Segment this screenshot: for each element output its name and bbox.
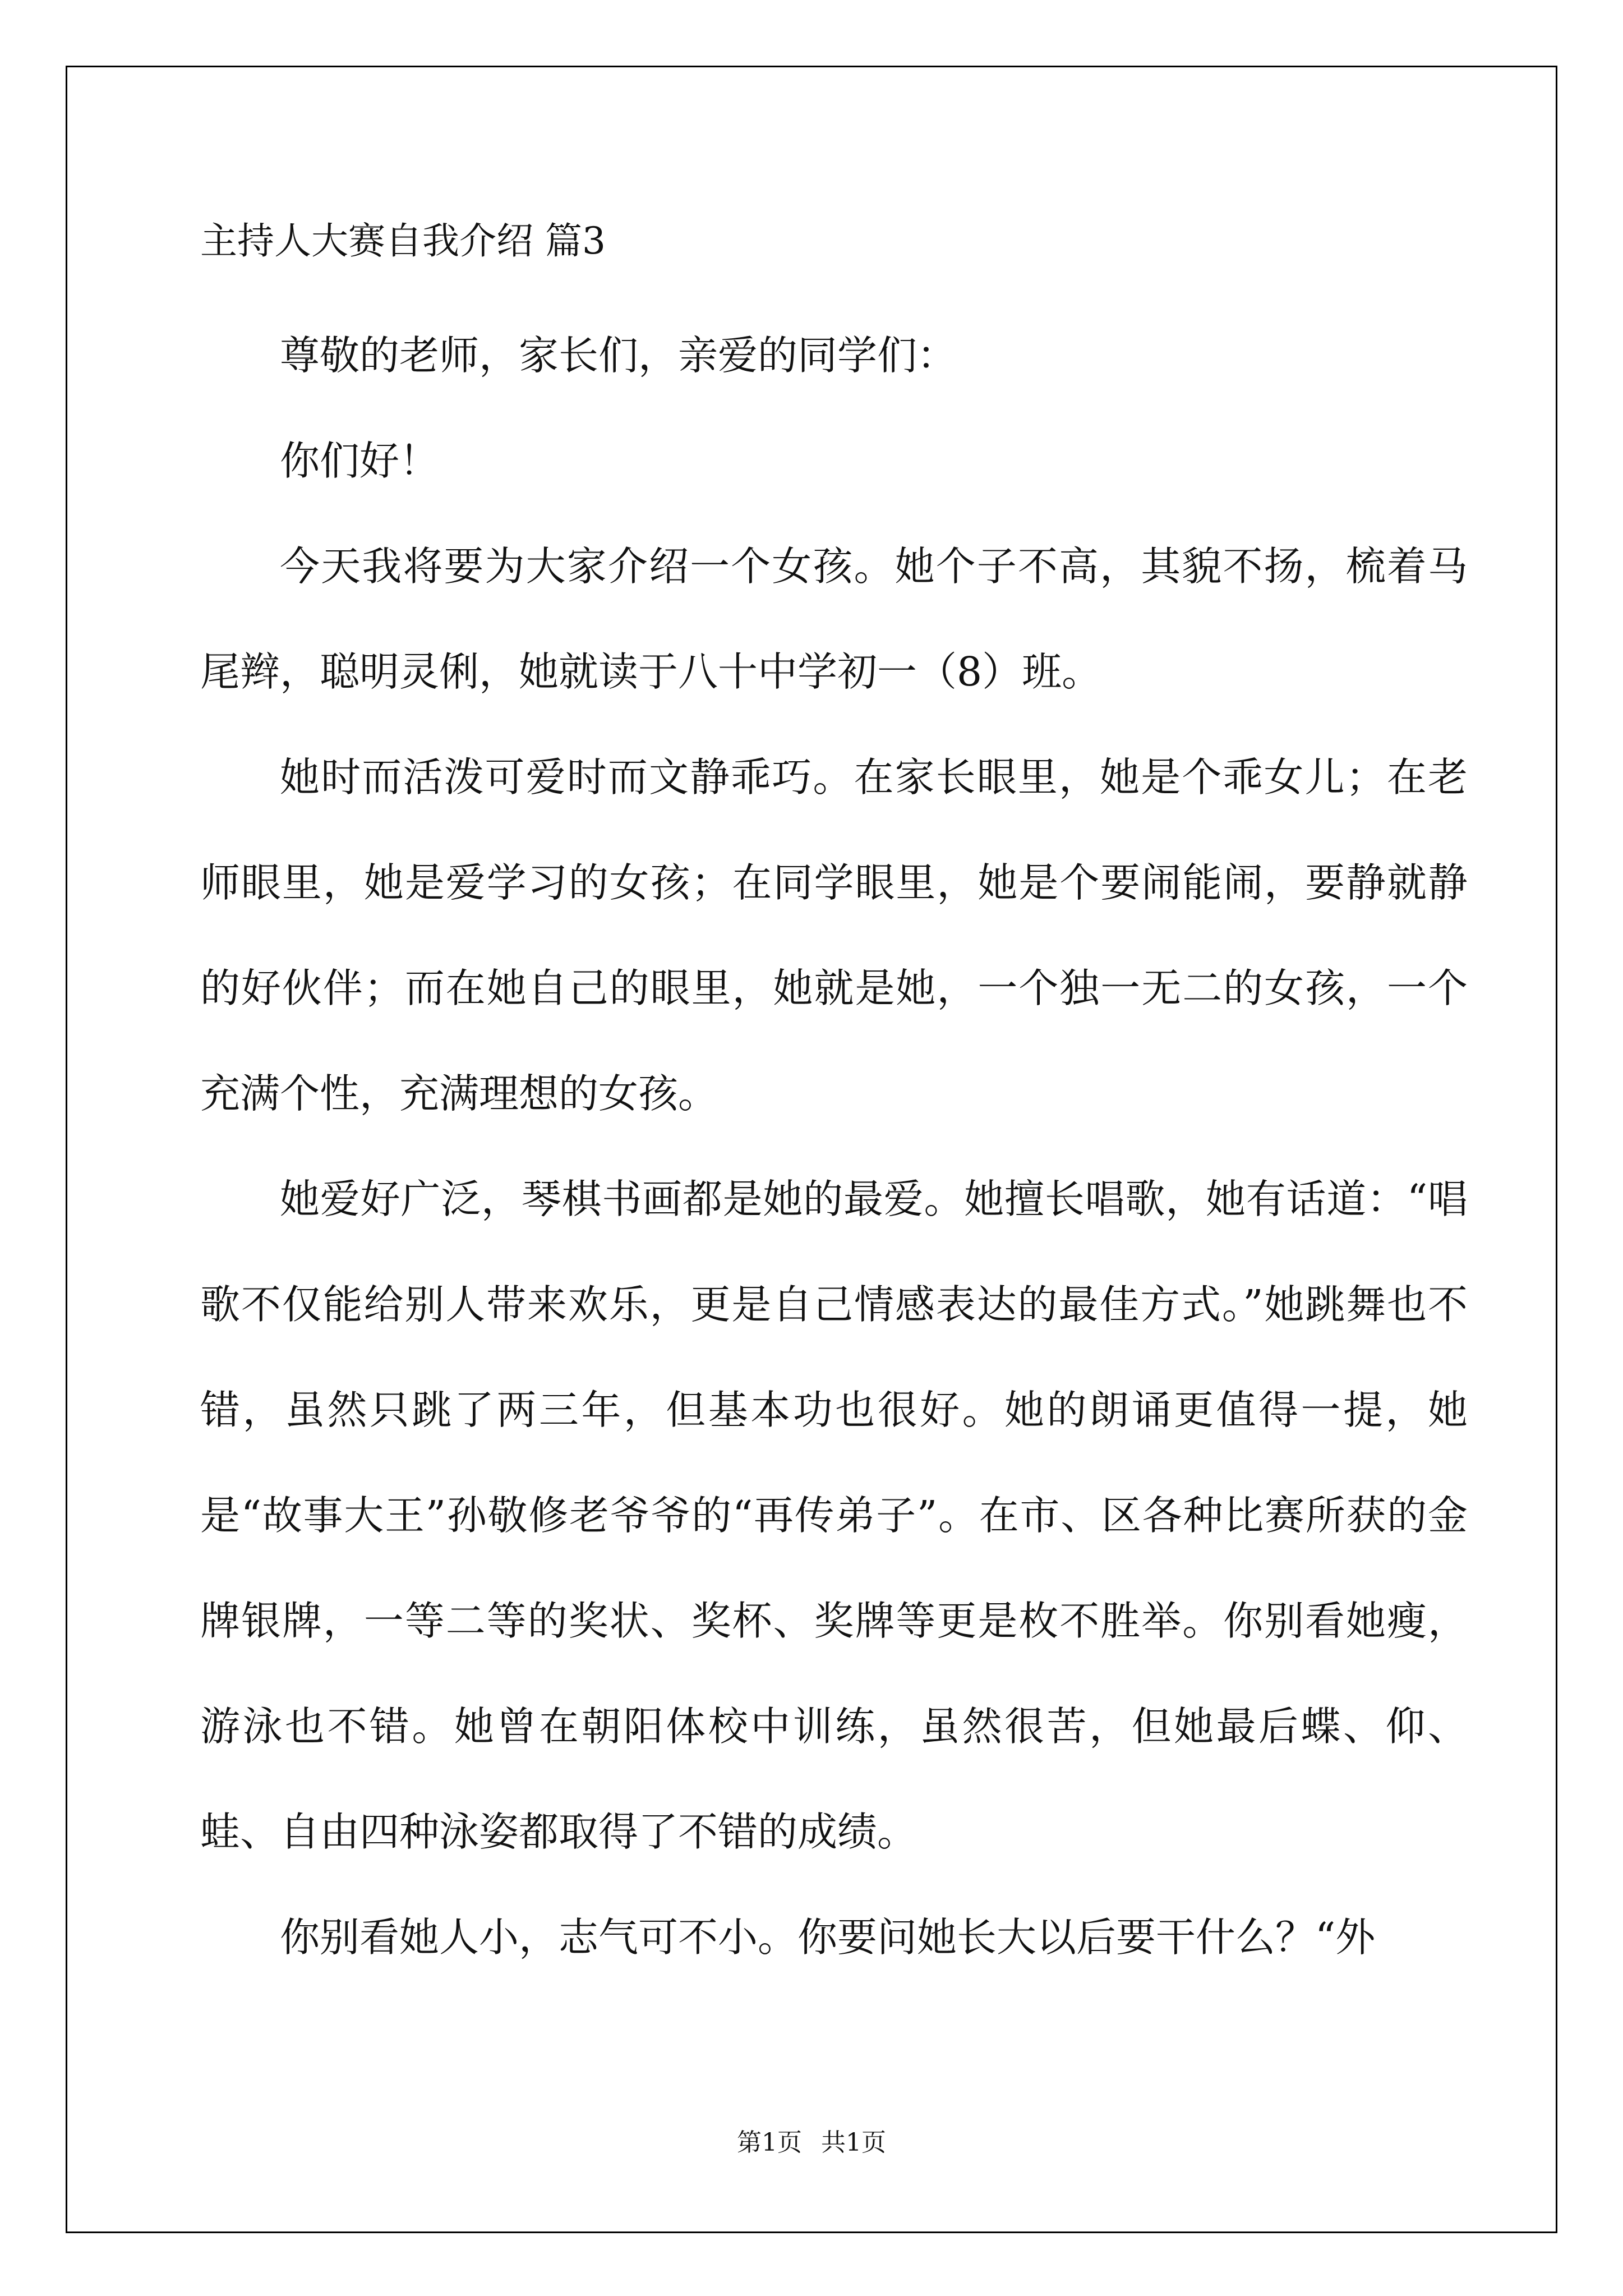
document-body	[200, 219, 1468, 1990]
paragraph-ambition: 你别看她人小，志气可不小。你要问她长大以后要干什么？“外	[280, 1914, 1376, 1961]
page-footer	[0, 2122, 1623, 2158]
paragraph-intro: 今天我将要为大家介绍一个女孩。她个子不高，其貌不扬，梳着马尾辫，聪明灵俐，她就读于八十中学初一（8）班。	[200, 543, 1468, 695]
page-number-total: 共1页	[821, 2128, 886, 2157]
document-heading: 主持人大赛自我介绍 篇3	[200, 219, 606, 263]
page-number-current: 第1页	[737, 2128, 802, 2157]
paragraph-personality: 她时而活泼可爱时而文静乖巧。在家长眼里，她是个乖女儿；在老师眼里，她是爱学习的女孩；在同学眼里，她是个要闹能闹，要静就静的好伙伴；而在她自己的眼里，她就是她，一个独一无二的女孩，一个充满个性，充满理想的女孩。	[200, 754, 1468, 1117]
paragraph-greeting: 尊敬的老师，家长们，亲爱的同学们：	[280, 332, 957, 379]
paragraph-hobbies: 她爱好广泛，琴棋书画都是她的最爱。她擅长唱歌，她有话道：“唱歌不仅能给别人带来欢乐，更是自己情感表达的最佳方式。”她跳舞也不错，虽然只跳了两三年，但基本功也很好。她的朗诵更值得一提，她是“故事大王”孙敬修老爷爷的“再传弟子”。在市、区各种比赛所获的金牌银牌，一等二等的奖状、奖杯、奖牌等更是枚不胜举。你别看她瘦，游泳也不错。她曾在朝阳体校中训练，虽然很苦，但她最后蝶、仰、蛙、自由四种泳姿都取得了不错的成绩。	[200, 1176, 1468, 1855]
paragraph-hello: 你们好！	[280, 438, 440, 484]
